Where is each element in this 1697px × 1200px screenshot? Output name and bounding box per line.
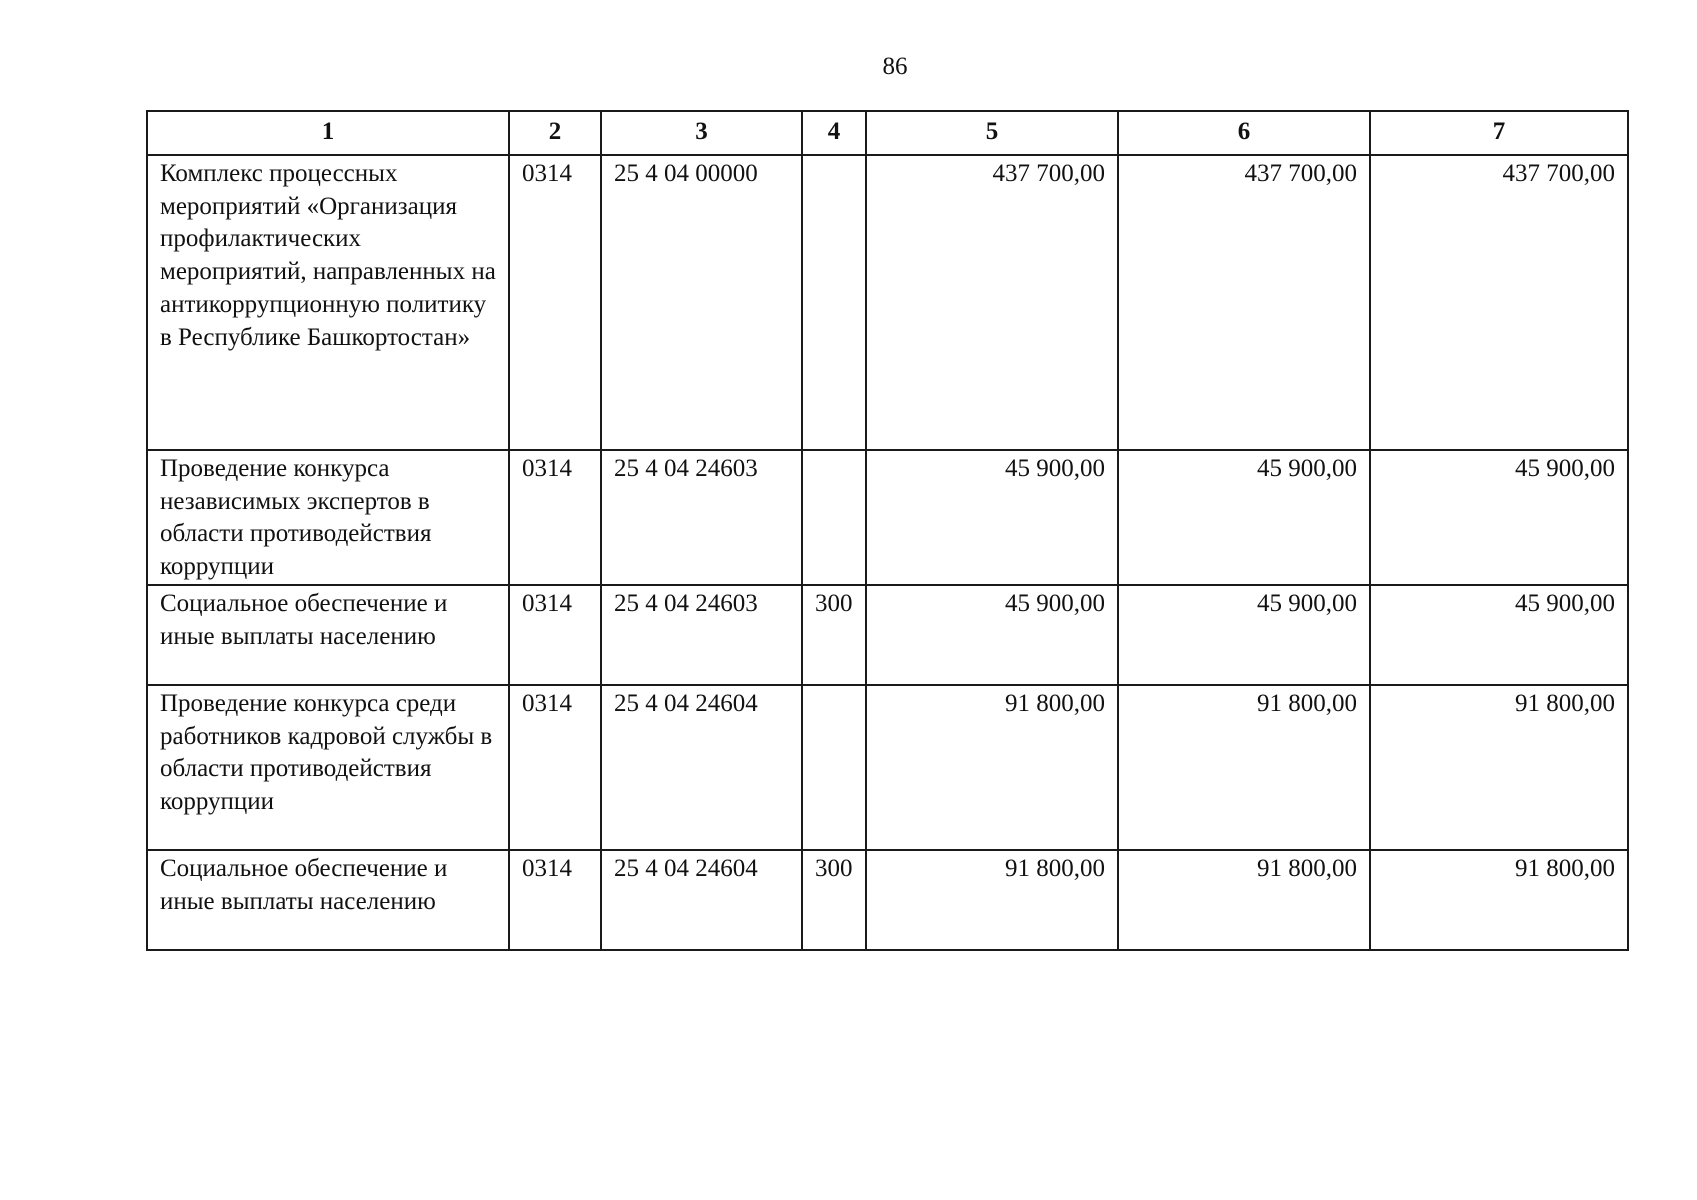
row-name: Комплекс процессных мероприятий «Организация профилактических мероприятий, направленных на антикоррупционную политику в Республике Башкортостан»: [147, 155, 509, 450]
row-type-code: 300: [802, 585, 866, 685]
row-value-6: 91 800,00: [1118, 685, 1370, 850]
row-value-6: 45 900,00: [1118, 450, 1370, 585]
table-row: [147, 450, 1628, 585]
table-row: [147, 585, 1628, 685]
table-header-row: [147, 111, 1628, 155]
header-col-1: 1: [147, 111, 509, 155]
header-col-2: 2: [509, 111, 601, 155]
row-name: Проведение конкурса среди работников кадровой службы в области противодействия коррупции: [147, 685, 509, 850]
header-col-6: 6: [1118, 111, 1370, 155]
row-value-5: 91 800,00: [866, 685, 1118, 850]
row-name: Проведение конкурса независимых экспертов в области противодействия коррупции: [147, 450, 509, 585]
row-section-code: 0314: [509, 685, 601, 850]
header-col-7: 7: [1370, 111, 1628, 155]
row-type-code: 300: [802, 850, 866, 950]
row-value-7: 91 800,00: [1370, 850, 1628, 950]
row-name: Социальное обеспечение и иные выплаты населению: [147, 850, 509, 950]
table-row: [147, 850, 1628, 950]
row-value-6: 45 900,00: [1118, 585, 1370, 685]
table-row: [147, 685, 1628, 850]
row-value-6: 437 700,00: [1118, 155, 1370, 450]
row-type-code: [802, 685, 866, 850]
row-value-7: 45 900,00: [1370, 585, 1628, 685]
row-section-code: 0314: [509, 585, 601, 685]
row-target-code: 25 4 04 00000: [601, 155, 802, 450]
row-target-code: 25 4 04 24604: [601, 685, 802, 850]
row-value-5: 45 900,00: [866, 585, 1118, 685]
row-value-7: 437 700,00: [1370, 155, 1628, 450]
row-value-5: 45 900,00: [866, 450, 1118, 585]
row-value-7: 91 800,00: [1370, 685, 1628, 850]
row-target-code: 25 4 04 24603: [601, 585, 802, 685]
row-value-6: 91 800,00: [1118, 850, 1370, 950]
header-col-5: 5: [866, 111, 1118, 155]
table-row: [147, 155, 1628, 450]
row-target-code: 25 4 04 24603: [601, 450, 802, 585]
row-value-7: 45 900,00: [1370, 450, 1628, 585]
row-type-code: [802, 155, 866, 450]
row-target-code: 25 4 04 24604: [601, 850, 802, 950]
row-name: Социальное обеспечение и иные выплаты населению: [147, 585, 509, 685]
row-section-code: 0314: [509, 155, 601, 450]
header-col-4: 4: [802, 111, 866, 155]
row-value-5: 91 800,00: [866, 850, 1118, 950]
row-type-code: [802, 450, 866, 585]
row-section-code: 0314: [509, 450, 601, 585]
row-section-code: 0314: [509, 850, 601, 950]
budget-table: [146, 110, 1629, 951]
page-number: 86: [882, 53, 908, 80]
header-col-3: 3: [601, 111, 802, 155]
row-value-5: 437 700,00: [866, 155, 1118, 450]
